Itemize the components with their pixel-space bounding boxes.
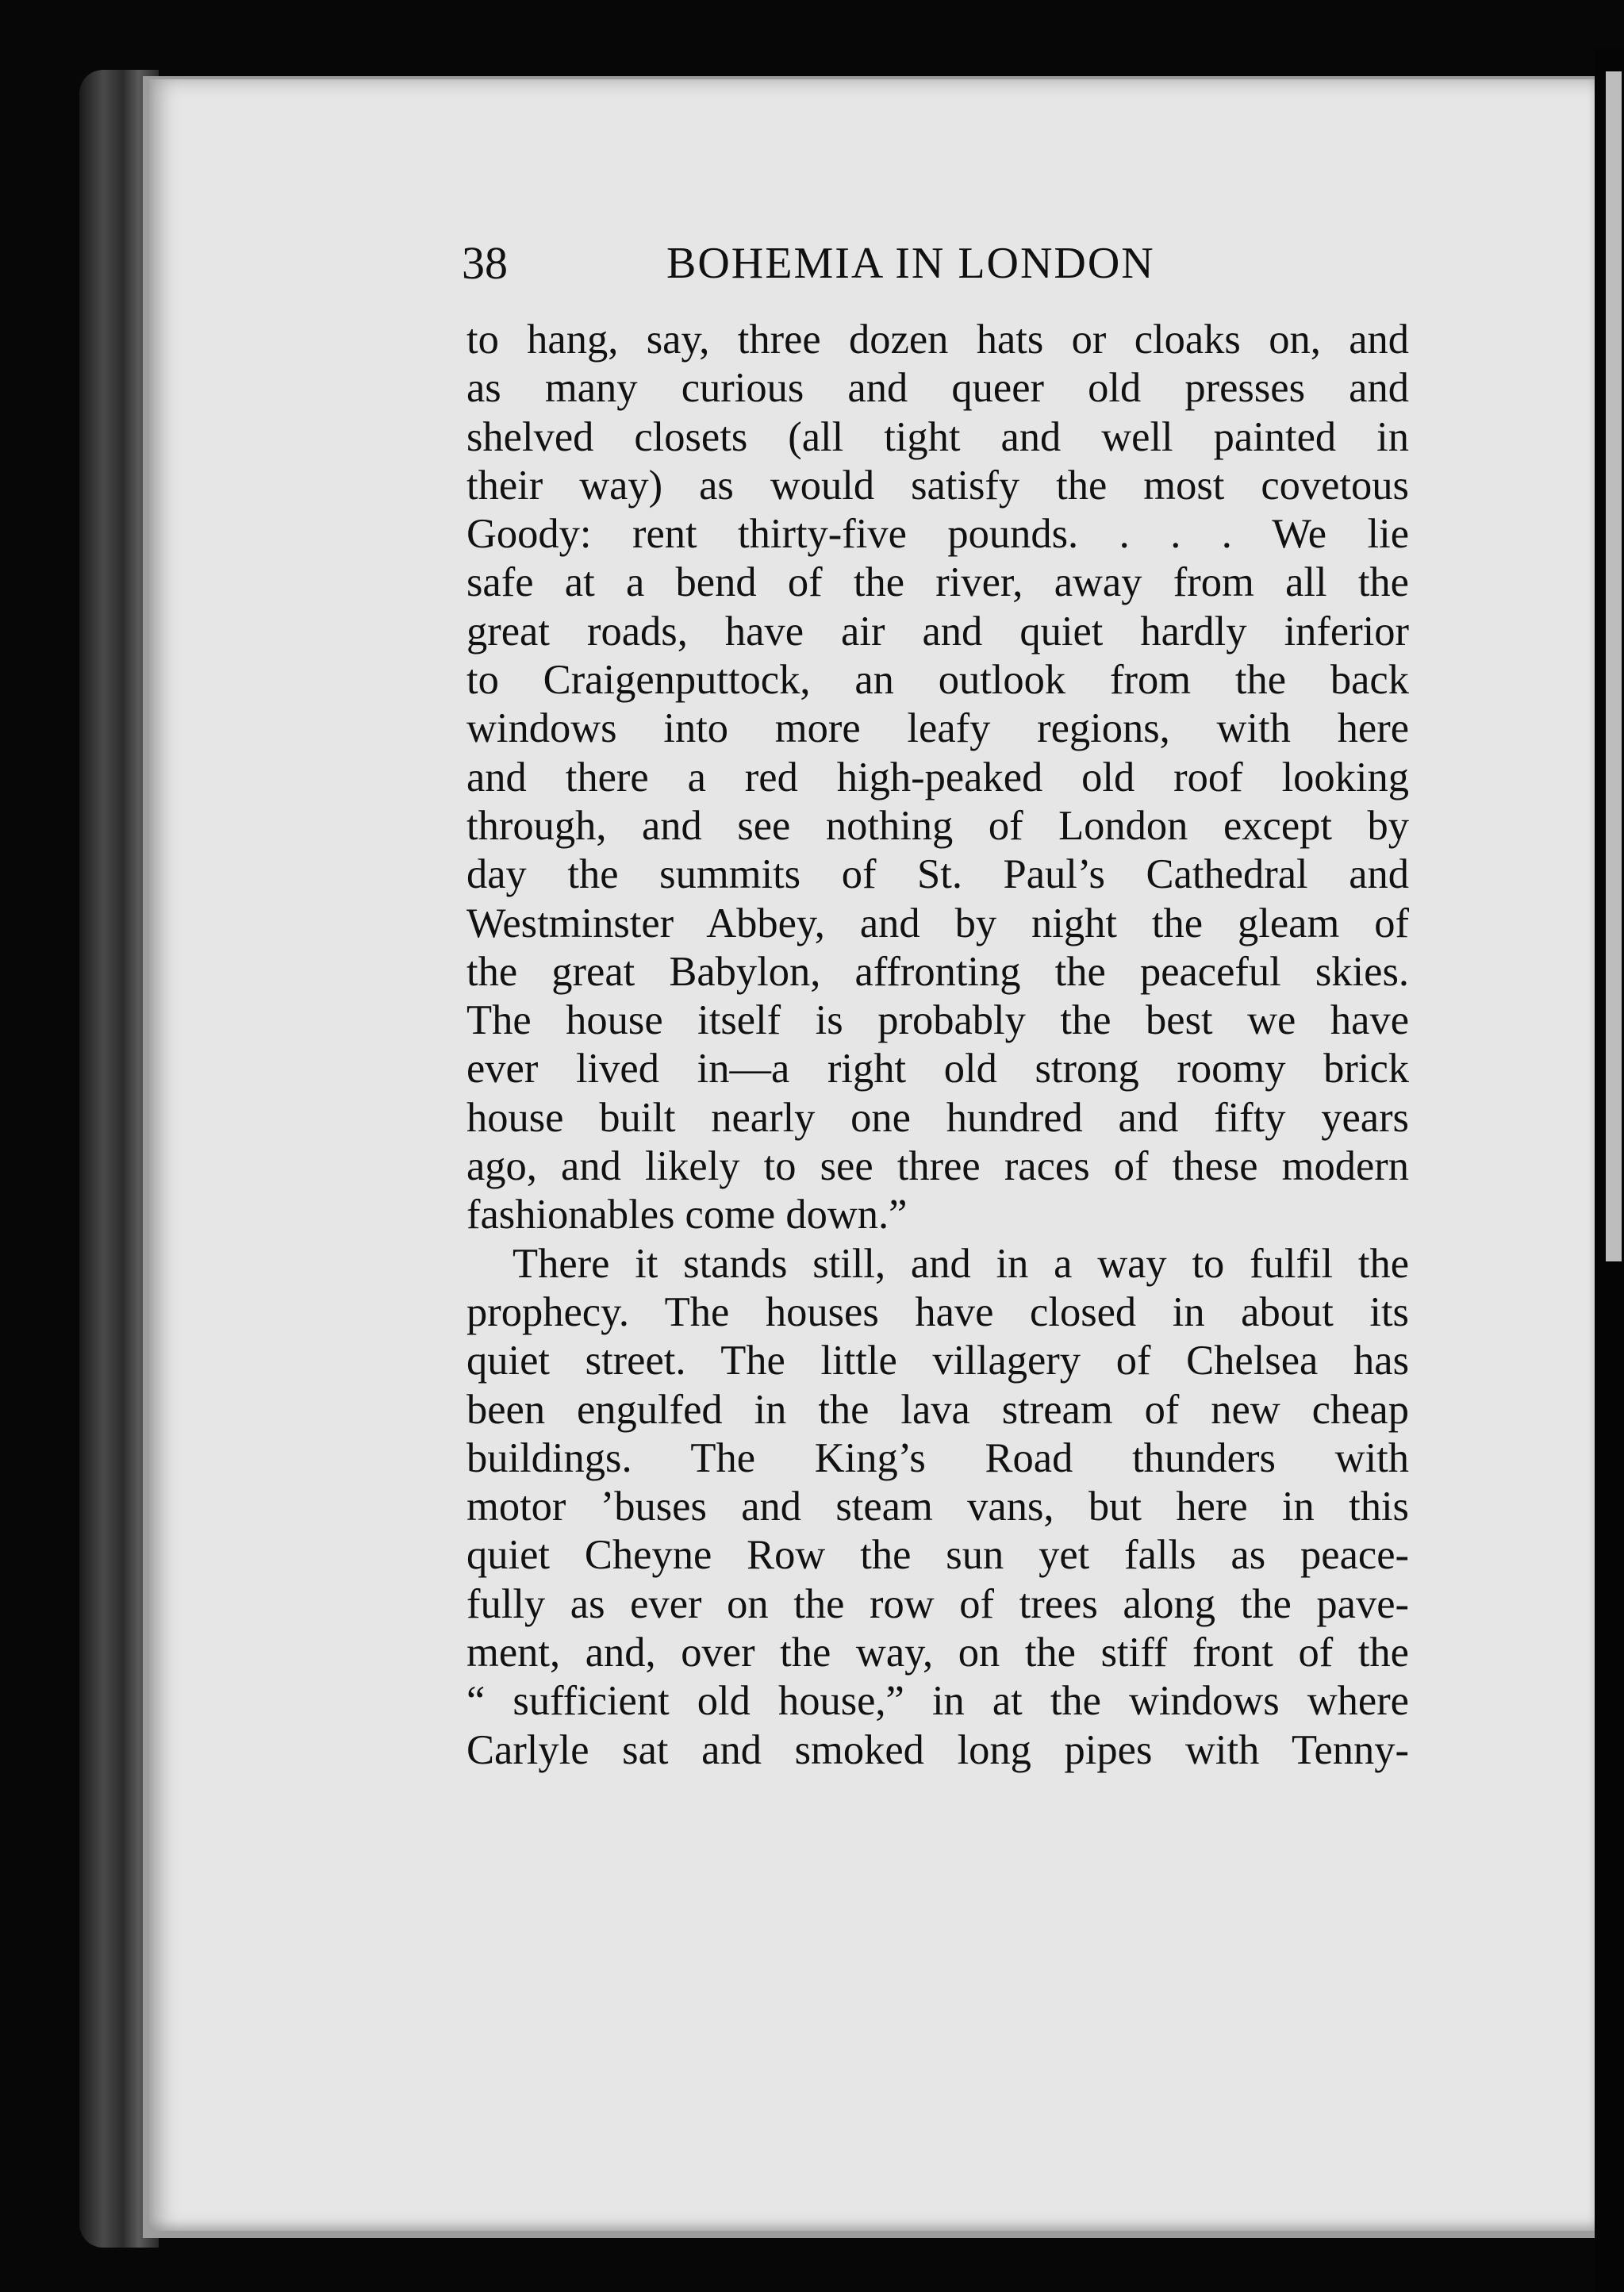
text-line: ago, and likely to see three races of these modern bbox=[466, 1143, 1409, 1190]
text-line: the great Babylon, affronting the peaceful skies. bbox=[466, 948, 1409, 995]
body-text bbox=[466, 316, 1409, 1775]
text-line: through, and see nothing of London except by bbox=[466, 802, 1409, 849]
text-line: safe at a bend of the river, away from all the bbox=[466, 559, 1409, 606]
text-line: Westminster Abbey, and by night the gleam of bbox=[466, 900, 1409, 946]
text-line: fully as ever on the row of trees along the pave- bbox=[466, 1580, 1409, 1627]
text-line: ment, and, over the way, on the stiff front of the bbox=[466, 1630, 1409, 1676]
page-header bbox=[462, 232, 1453, 303]
text-line: windows into more leafy regions, with here bbox=[466, 705, 1409, 752]
text-line: been engulfed in the lava stream of new cheap bbox=[466, 1386, 1409, 1433]
text-line: and there a red high-peaked old roof looking bbox=[466, 754, 1409, 800]
text-line: There it stands still, and in a way to fulfil the bbox=[513, 1240, 1409, 1287]
text-line: Carlyle sat and smoked long pipes with Tenny- bbox=[466, 1726, 1409, 1773]
text-line: to Craigenputtock, an outlook from the back bbox=[466, 657, 1409, 704]
text-line: quiet Cheyne Row the sun yet falls as peace- bbox=[466, 1532, 1409, 1579]
text-line: house built nearly one hundred and fifty years bbox=[466, 1094, 1409, 1141]
page-number: 38 bbox=[462, 237, 508, 289]
text-line: their way) as would satisfy the most covetous bbox=[466, 462, 1409, 509]
adjacent-page-edge bbox=[1606, 71, 1622, 1261]
text-line: day the summits of St. Paul’s Cathedral and bbox=[466, 851, 1409, 898]
running-title: BOHEMIA IN LONDON bbox=[666, 239, 1155, 288]
text-line: buildings. The King’s Road thunders with bbox=[466, 1434, 1409, 1481]
text-line: shelved closets (all tight and well painted in bbox=[466, 413, 1409, 460]
text-line: motor ’buses and steam vans, but here in this bbox=[466, 1484, 1409, 1530]
text-line: to hang, say, three dozen hats or cloaks on, and bbox=[466, 317, 1409, 363]
text-line: great roads, have air and quiet hardly inferior bbox=[466, 608, 1409, 655]
text-line: quiet street. The little villagery of Chelsea has bbox=[466, 1338, 1409, 1384]
scan-border bbox=[1595, 48, 1624, 2292]
text-line: The house itself is probably the best we have bbox=[466, 997, 1409, 1044]
text-line: as many curious and queer old presses and bbox=[466, 365, 1409, 412]
text-line: prophecy. The houses have closed in about its bbox=[466, 1288, 1409, 1335]
text-line: Goody: rent thirty-five pounds. . . . We lie bbox=[466, 511, 1409, 558]
text-line: ever lived in—a right old strong roomy brick bbox=[466, 1046, 1409, 1092]
text-line: “ sufficient old house,” in at the windows where bbox=[466, 1678, 1409, 1725]
text-line: fashionables come down.” bbox=[466, 1192, 908, 1238]
